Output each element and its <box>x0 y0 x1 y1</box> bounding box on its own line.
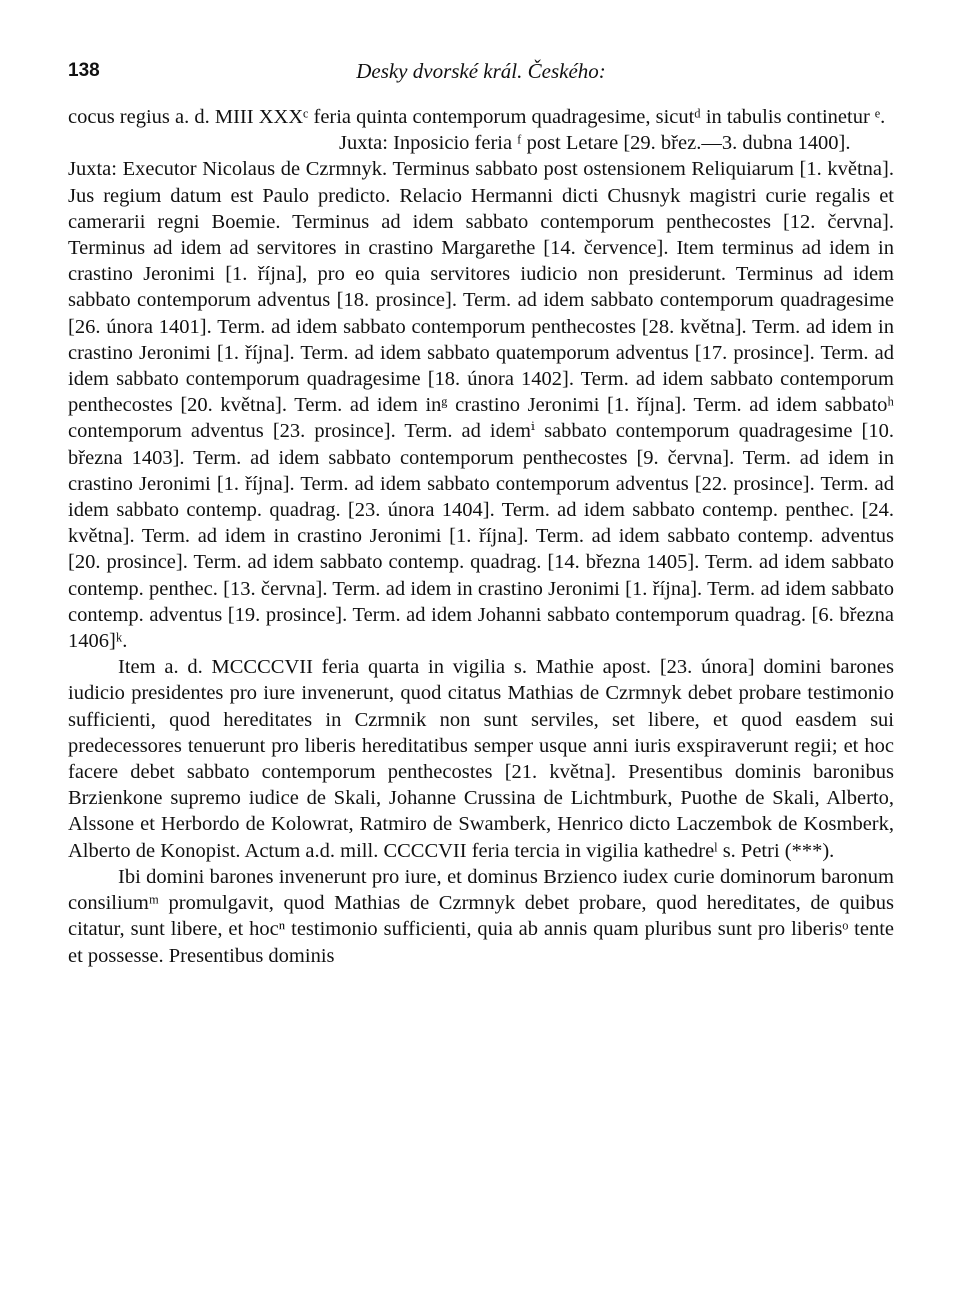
paragraph-ibi-domini: Ibi domini barones invenerunt pro iure, et dominus Brzienco iudex curie dominorum baronum consiliumᵐ promulgavit, quod Mathias de Czrmnyk debet probare, quod hereditates, de quibus citatur, sunt libere, et hocⁿ testimonio sufficienti, quia ab annis quam pluribus sunt pro liberisᵒ tente et possesse. Presentibus dominis <box>68 865 894 967</box>
paragraph-juxta-executor: Juxta: Executor Nicolaus de Czrmnyk. Terminus sabbato post ostensionem Reliquiarum [1. května]. Jus regium datum est Paulo predicto. Relacio Hermanni dicti Chusnyk magistri curie regalis et camerarii regni Boemie. Terminus ad idem sabbato contemporum penthecostes [12. června]. Terminus ad idem ad servitores in crastino Margarethe [14. července]. Item terminus ad idem in crastino Jeronimi [1. října], pro eo quia servitores iudicio non presiderunt. Terminus ad idem sabbato contemporum adventus [18. prosince]. Term. ad idem sabbato contemporum quadragesime [26. února 1401]. Term. ad idem sabbato contemporum penthecostes [28. května]. Term. ad idem in crastino Jeronimi [1. října]. Term. ad idem sabbato quatemporum adventus [17. prosince]. Term. ad idem sabbato contemporum quadragesime [18. února 1402]. Term. ad idem sabbato contemporum penthecostes [20. května]. Term. ad idem inᵍ crastino Jeronimi [1. října]. Term. ad idem sabbatoʰ contemporum adventus [23. prosince]. Term. ad idemⁱ sabbato contemporum quadragesime [10. března 1403]. Term. ad idem sabbato contemporum penthecostes [9. června]. Term. ad idem in crastino Jeronimi [1. října]. Term. ad idem sabbato contemporum adventus [22. prosince]. Term. ad idem sabbato contemp. quadrag. [23. února 1404]. Term. ad idem sabbato contemp. penthec. [24. května]. Term. ad idem in crastino Jeronimi [1. října]. Term. ad idem sabbato contemp. adventus [20. prosince]. Term. ad idem sabbato contemp. quadrag. [14. března 1405]. Term. ad idem sabbato contemp. penthec. [13. června]. Term. ad idem in crastino Jeronimi [1. října]. Term. ad idem sabbato contemp. adventus [19. prosince]. Term. ad idem Johanni sabbato contemporum quadrag. [6. března 1406]ᵏ. <box>68 158 894 653</box>
document-body <box>68 104 894 969</box>
page-header <box>68 58 894 88</box>
paragraph-cocus: cocus regius a. d. MIII XXXᶜ feria quinta contemporum quadragesime, sicutᵈ in tabulis continetur ᵉ. <box>68 106 886 128</box>
page-number: 138 <box>68 60 100 81</box>
document-page <box>68 58 894 969</box>
running-title: Desky dvorské král. Českého: <box>356 59 606 83</box>
paragraph-juxta-inposicio: Juxta: Inposicio feria ᶠ post Letare [29. břez.—3. dubna 1400]. <box>339 132 851 155</box>
paragraph-item-1407: Item a. d. MCCCCVII feria quarta in vigilia s. Mathie apost. [23. února] domini barones iudicio presidentes pro iure invenerunt, quod citatus Mathias de Czrmnyk debet probare testimonio sufficienti, quod hereditates in Czrmnik non sunt serviles, set libere, et quod easdem sui predecessores tenuerunt pro liberis hereditatibus semper usque anni iuris exspiraverunt regii; et hoc facere debet sabbato contemporum penthecostes [21. května]. Presentibus dominis baronibus Brzienkone supremo iudice de Skali, Johanne Crussina de Lichtmburk, Puothe de Skali, Alberto, Alssone et Herbordo de Kolowrat, Ratmiro de Swamberk, Henrico dicto Laczembok de Kosmberk, Alberto de Konopist. Actum a.d. mill. CCCCVII feria tercia in vigilia kathedreˡ s. Petri (***). <box>68 656 894 862</box>
